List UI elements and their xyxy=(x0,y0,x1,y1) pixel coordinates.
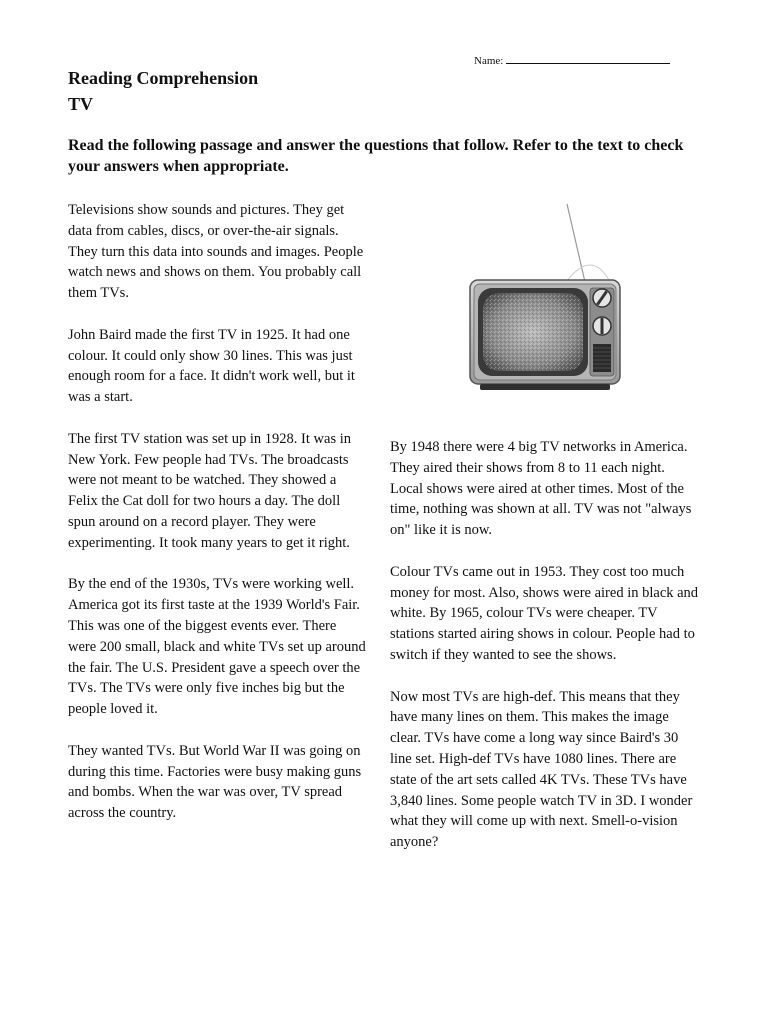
name-field xyxy=(474,51,670,69)
paragraph: By the end of the 1930s, TVs were working well. America got its first taste at the 1939 World's Fair. This was one of the biggest events ever. There were 200 small, black and white TVs set up around the fair. The U.S. President gave a speech over the TVs. The TVs were only five inches big but the people loved it. xyxy=(68,576,366,718)
instructions: Read the following passage and answer the questions that follow. Refer to the text to check your answers when appropriate. xyxy=(68,137,684,175)
paragraph: Colour TVs came out in 1953. They cost too much money for most. Also, shows were aired in black and white. By 1965, colour TVs were cheaper. TV stations started airing shows in colour. People had to switch if they wanted to see the shows. xyxy=(390,563,699,663)
passage-left-column xyxy=(68,200,368,845)
name-blank-line[interactable] xyxy=(506,51,670,64)
paragraph: John Baird made the first TV in 1925. It had one colour. It could only show 30 lines. This was just enough room for a face. It didn't work well, but it was a start. xyxy=(68,326,355,406)
paragraph: Televisions show sounds and pictures. They get data from cables, discs, or over-the-air signals. They turn this data into sounds and images. People watch news and shows on them. You probably call them TVs. xyxy=(68,202,364,302)
paragraph: The first TV station was set up in 1928. It was in New York. Few people had TVs. The broadcasts were not meant to be watched. They showed a Felix the Cat doll for two hours a day. The doll spun around on a record player. They were experimenting. It took many years to get it right. xyxy=(68,430,351,551)
paragraph: They wanted TVs. But World War II was going on during this time. Factories were busy making guns and bombs. When the war was over, TV spread across the country. xyxy=(68,742,362,822)
worksheet-subtitle: TV xyxy=(68,94,94,114)
name-label: Name: xyxy=(474,55,504,67)
passage-right-column xyxy=(390,437,700,874)
paragraph: Now most TVs are high-def. This means that they have many lines on them. This makes the image clear. TVs have come a long way since Baird's 30 line set. High-def TVs have 1080 lines. There are state of the art sets called 4K TVs. These TVs have 3,840 lines. Some people watch TV in 3D. I wonder what they will come up with next. Smell-o-vision anyone? xyxy=(390,688,693,851)
paragraph: By 1948 there were 4 big TV networks in America. They aired their shows from 8 to 11 each night. Local shows were aired at other times. Most of the time, nothing was shown at all. TV was not "always on" like it is now. xyxy=(390,439,692,539)
vintage-tv-icon xyxy=(462,200,630,395)
worksheet-title: Reading Comprehension xyxy=(68,68,259,88)
